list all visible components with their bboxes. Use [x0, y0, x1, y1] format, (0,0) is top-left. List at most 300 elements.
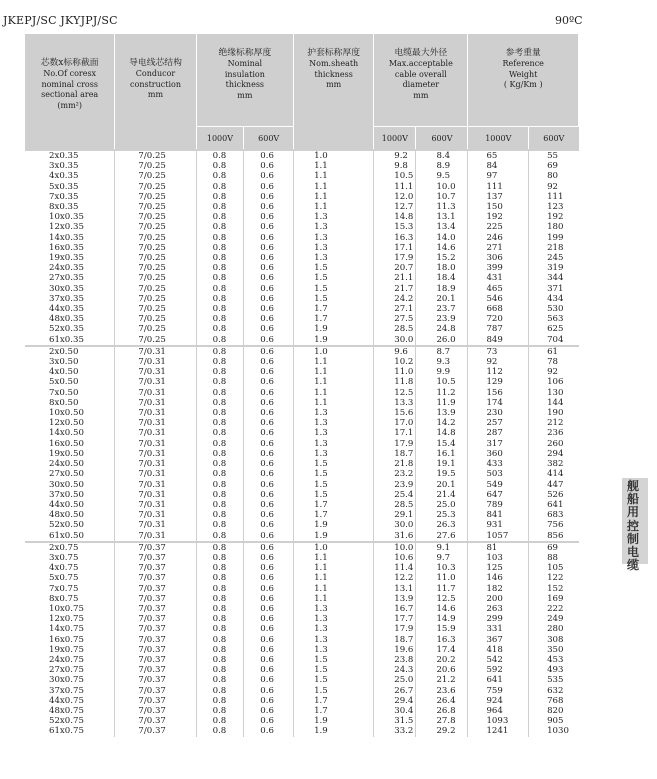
dia-1000-value: 17.9	[394, 253, 414, 264]
dia-1000-value: 12.2	[394, 573, 414, 584]
weight-600-value: 61	[547, 346, 559, 357]
weight-1000-value: 924	[486, 695, 503, 706]
sheath-value: 1.5	[314, 675, 328, 686]
weight-600-value: 453	[547, 654, 564, 665]
weight-600-value: 319	[547, 263, 564, 274]
cores-value: 19x0.35	[49, 253, 84, 264]
weight-600-value: 344	[547, 273, 564, 284]
conductor-column	[115, 543, 196, 737]
dia-1000-value: 29.4	[394, 695, 414, 706]
dia-1000-value: 19.6	[394, 644, 414, 655]
dia-1000-value: 31.6	[394, 530, 414, 541]
weight-1000-value: 759	[486, 685, 503, 696]
conductor-value: 7/0.25	[138, 324, 166, 335]
ins-600-value: 0.6	[260, 665, 274, 676]
ins-600-value: 0.6	[260, 397, 274, 408]
dia-1000-value: 14.8	[394, 212, 414, 223]
dia-1000-value: 30.0	[394, 520, 414, 531]
ins-600-value: 0.6	[260, 593, 274, 604]
dia-600-value: 13.9	[436, 408, 456, 419]
sheath-value: 1.3	[314, 428, 328, 439]
dia-600-value: 8.9	[436, 161, 451, 172]
weight-600-value: 123	[547, 202, 564, 213]
weight-600-value: 414	[547, 469, 564, 480]
weight-1000-column	[468, 543, 529, 737]
col-sheath-en: Nom.sheath thickness mm	[309, 59, 359, 89]
dia-600-value: 26.3	[436, 520, 456, 531]
cores-value: 2x0.75	[49, 542, 79, 553]
dia-1000-value: 9.8	[394, 161, 408, 172]
weight-600-column	[529, 543, 579, 737]
weight-1000-column	[468, 151, 529, 345]
ins-600-value: 0.6	[260, 614, 274, 625]
weight-1000-value: 931	[486, 520, 503, 531]
ins-1000-value: 0.8	[212, 304, 227, 315]
side-tab	[622, 478, 648, 573]
sheath-value: 1.1	[314, 202, 328, 213]
dia-1000-value: 26.7	[394, 685, 414, 696]
cores-value: 27x0.35	[49, 273, 84, 284]
dia-1000-value: 13.1	[394, 583, 414, 594]
cores-value: 10x0.75	[49, 603, 84, 614]
cores-value: 19x0.75	[49, 644, 84, 655]
ins-600-column	[244, 543, 294, 737]
dia-1000-value: 28.5	[394, 324, 414, 335]
weight-600-value: 105	[547, 563, 564, 574]
weight-600-value: 245	[547, 253, 564, 264]
weight-1000-value: 331	[486, 624, 503, 635]
weight-1000-value: 174	[486, 397, 503, 408]
conductor-value: 7/0.31	[138, 520, 166, 531]
dia-1000-value: 11.4	[394, 563, 414, 574]
ins-600-value: 0.6	[260, 438, 274, 449]
ins-600-value: 0.6	[260, 242, 274, 253]
weight-1000-value: 647	[486, 489, 503, 500]
weight-600-value: 768	[547, 695, 564, 706]
dia-600-value: 19.1	[436, 459, 456, 470]
cores-value: 3x0.50	[49, 357, 79, 368]
weight-600-value: 80	[547, 171, 559, 182]
weight-600-value: 130	[547, 387, 564, 398]
weight-1000-value: 592	[486, 665, 503, 676]
weight-600-value: 144	[547, 397, 564, 408]
weight-600-value: 530	[547, 304, 564, 315]
weight-600-value: 106	[547, 377, 564, 388]
dia-1000-value: 17.1	[394, 428, 414, 439]
cores-value: 2x0.50	[49, 346, 79, 357]
weight-600-value: 88	[547, 552, 559, 563]
ins-1000-value: 0.8	[212, 367, 227, 378]
dia-600-value: 29.2	[436, 726, 456, 737]
weight-600-value: 294	[547, 448, 564, 459]
conductor-value: 7/0.37	[138, 563, 166, 574]
ins-600-value: 0.6	[260, 273, 274, 284]
table-row-group	[25, 151, 579, 345]
weight-1000-value: 841	[486, 510, 503, 521]
weight-1000-value: 111	[486, 181, 503, 192]
ins-1000-value: 0.8	[212, 644, 227, 655]
ins-600-value: 0.6	[260, 191, 274, 202]
ins-600-value: 0.6	[260, 552, 274, 563]
sheath-value: 1.9	[314, 334, 328, 345]
weight-1000-value: 97	[486, 171, 498, 182]
weight-1000-value: 1241	[486, 726, 509, 737]
col-weight-header	[468, 34, 579, 127]
conductor-value: 7/0.37	[138, 552, 166, 563]
temperature-rating: 90ºC	[555, 14, 583, 27]
conductor-value: 7/0.37	[138, 675, 166, 686]
dia-600-value: 14.8	[436, 428, 456, 439]
weight-600-value: 382	[547, 459, 564, 470]
ins-600-column	[244, 151, 294, 345]
weight-600-value: 236	[547, 428, 564, 439]
dia-600-value: 11.9	[436, 397, 456, 408]
dia-1000-value: 17.1	[394, 242, 414, 253]
cores-value: 16x0.75	[49, 634, 84, 645]
dia-600-column	[416, 347, 468, 541]
weight-600-value: 905	[547, 716, 564, 727]
cores-value: 48x0.35	[49, 314, 84, 325]
dia-600-value: 8.7	[436, 346, 451, 357]
sheath-value: 1.3	[314, 644, 328, 655]
conductor-value: 7/0.31	[138, 510, 166, 521]
sheath-value: 1.3	[314, 418, 328, 429]
weight-1000-column	[468, 347, 529, 541]
dia-600-value: 14.2	[436, 418, 456, 429]
conductor-value: 7/0.31	[138, 346, 166, 357]
conductor-value: 7/0.37	[138, 726, 166, 737]
weight-1000-value: 200	[486, 593, 503, 604]
cores-value: 3x0.35	[49, 161, 79, 172]
weight-600-value: 447	[547, 479, 564, 490]
weight-1000-value: 668	[486, 304, 503, 315]
sheath-value: 1.3	[314, 232, 328, 243]
conductor-value: 7/0.37	[138, 685, 166, 696]
cores-value: 30x0.75	[49, 675, 84, 686]
sheath-value: 1.0	[314, 346, 328, 357]
ins-600-value: 0.6	[260, 367, 274, 378]
dia-1000-value: 23.8	[394, 654, 414, 665]
ins-600-value: 0.6	[260, 530, 274, 541]
cores-value: 19x0.50	[49, 448, 84, 459]
conductor-value: 7/0.25	[138, 293, 166, 304]
sheath-value: 1.5	[314, 293, 328, 304]
cores-value: 4x0.50	[49, 367, 79, 378]
side-tab-char: 控	[626, 518, 639, 533]
conductor-value: 7/0.31	[138, 530, 166, 541]
ins-600-value: 0.6	[260, 726, 274, 737]
ins-1000-value: 0.8	[212, 418, 227, 429]
dia-1000-value: 15.3	[394, 222, 414, 233]
ins-600-value: 0.6	[260, 346, 274, 357]
dia-1000-value: 25.0	[394, 675, 414, 686]
conductor-value: 7/0.25	[138, 212, 166, 223]
weight-600-value: 535	[547, 675, 564, 686]
sheath-value: 1.5	[314, 469, 328, 480]
ins-1000-value: 0.8	[212, 675, 227, 686]
dia-1000-value: 23.9	[394, 479, 414, 490]
ins-600-value: 0.6	[260, 489, 274, 500]
dia-1000-value: 17.9	[394, 438, 414, 449]
dia-600-value: 21.2	[436, 675, 456, 686]
sheath-value: 1.9	[314, 716, 328, 727]
dia-1000-value: 10.6	[394, 552, 414, 563]
ins-1000-value: 0.8	[212, 232, 227, 243]
ins-1000-column	[196, 151, 244, 345]
dia-1000-value: 11.0	[394, 367, 414, 378]
cores-value: 30x0.35	[49, 283, 84, 294]
sheath-value: 1.3	[314, 222, 328, 233]
cores-value: 5x0.35	[49, 181, 79, 192]
weight-600-value: 122	[547, 573, 564, 584]
sheath-value: 1.9	[314, 324, 328, 335]
col-weight-en: Reference Weight ( Kg/Km )	[502, 59, 544, 89]
ins-1000-value: 0.8	[212, 530, 227, 541]
weight-1000-value: 433	[486, 459, 503, 470]
conductor-value: 7/0.25	[138, 202, 166, 213]
weight-600-value: 169	[547, 593, 564, 604]
ins-600-value: 0.6	[260, 171, 274, 182]
weight-600-value: 371	[547, 283, 564, 294]
dia-600-value: 14.6	[436, 603, 456, 614]
ins-600-value: 0.6	[260, 181, 274, 192]
col-insulation-zh: 绝缘标称厚度	[218, 48, 272, 58]
ins-1000-column	[196, 543, 244, 737]
dia-1000-value: 30.4	[394, 705, 414, 716]
ins-1000-value: 0.8	[212, 222, 227, 233]
cores-value: 16x0.50	[49, 438, 84, 449]
cores-value: 8x0.50	[49, 397, 79, 408]
cores-value: 27x0.50	[49, 469, 84, 480]
dia-600-value: 21.4	[436, 489, 456, 500]
weight-1000-value: 257	[486, 418, 503, 429]
dia-1000-value: 17.7	[394, 614, 414, 625]
sheath-value: 1.1	[314, 387, 328, 398]
sheath-value: 1.5	[314, 263, 328, 274]
dia-600-value: 18.4	[436, 273, 456, 284]
dia-1000-value: 12.5	[394, 387, 414, 398]
dia-1000-column	[374, 347, 416, 541]
weight-1000-value: 399	[486, 263, 503, 274]
dia-1000-value: 10.0	[394, 542, 414, 553]
ins-600-value: 0.6	[260, 293, 274, 304]
weight-600-value: 756	[547, 520, 564, 531]
ins-1000-value: 0.8	[212, 654, 227, 665]
conductor-value: 7/0.31	[138, 459, 166, 470]
dia-600-value: 9.7	[436, 552, 451, 563]
col-diameter-header	[374, 34, 468, 127]
ins-600-value: 0.6	[260, 583, 274, 594]
dia-1000-value: 24.2	[394, 293, 414, 304]
cores-value: 44x0.75	[49, 695, 84, 706]
ins-1000-value: 0.8	[212, 520, 227, 531]
conductor-value: 7/0.25	[138, 151, 166, 161]
weight-1000-value: 92	[486, 357, 498, 368]
ins-600-value: 0.6	[260, 716, 274, 727]
dia-600-value: 26.0	[436, 334, 456, 345]
sheath-value: 1.0	[314, 151, 328, 161]
ins-1000-value: 0.8	[212, 634, 227, 645]
dia-600-column	[416, 543, 468, 737]
weight-600-value: 249	[547, 614, 564, 625]
sheath-value: 1.1	[314, 171, 328, 182]
ins-600-value: 0.6	[260, 334, 274, 345]
ins-1000-value: 0.8	[212, 563, 227, 574]
cores-value: 61x0.50	[49, 530, 84, 541]
sheath-value: 1.5	[314, 489, 328, 500]
cores-value: 4x0.75	[49, 563, 79, 574]
dia-600-value: 26.8	[436, 705, 456, 716]
cores-value: 24x0.35	[49, 263, 84, 274]
sheath-value: 1.1	[314, 573, 328, 584]
col-diameter-zh: 电缆最大外径	[394, 48, 448, 58]
weight-1000-value: 360	[486, 448, 503, 459]
sheath-value: 1.7	[314, 314, 328, 325]
conductor-value: 7/0.25	[138, 283, 166, 294]
weight-600-value: 704	[547, 334, 564, 345]
weight-1000-value: 367	[486, 634, 503, 645]
weight-1000-value: 137	[486, 191, 503, 202]
sheath-value: 1.3	[314, 438, 328, 449]
ins-600-value: 0.6	[260, 428, 274, 439]
sheath-value: 1.1	[314, 161, 328, 172]
weight-600-value: 632	[547, 685, 564, 696]
weight-600-value: 641	[547, 499, 564, 510]
conductor-value: 7/0.37	[138, 695, 166, 706]
ins-600-value: 0.6	[260, 212, 274, 223]
ins-1000-value: 0.8	[212, 324, 227, 335]
cores-value: 12x0.50	[49, 418, 84, 429]
conductor-value: 7/0.31	[138, 479, 166, 490]
ins-1000-value: 0.8	[212, 253, 227, 264]
dia-1000-value: 27.1	[394, 304, 414, 315]
dia-600-value: 15.2	[436, 253, 456, 264]
sheath-value: 1.5	[314, 273, 328, 284]
ins-1000-value: 0.8	[212, 479, 227, 490]
ins-1000-value: 0.8	[212, 573, 227, 584]
dia-1000-value: 12.0	[394, 191, 414, 202]
ins-600-value: 0.6	[260, 634, 274, 645]
weight-1000-value: 271	[486, 242, 503, 253]
dia-600-value: 25.3	[436, 510, 456, 521]
sheath-value: 1.3	[314, 408, 328, 419]
weight-600-value: 260	[547, 438, 564, 449]
dia-1000-value: 23.2	[394, 469, 414, 480]
dia-600-value: 9.1	[436, 542, 451, 553]
ins-1000-value: 0.8	[212, 202, 227, 213]
weight-600-value: 434	[547, 293, 564, 304]
dia-600-value: 13.4	[436, 222, 456, 233]
conductor-value: 7/0.31	[138, 377, 166, 388]
dia-1000-value: 12.7	[394, 202, 414, 213]
dia-1000-value: 33.2	[394, 726, 414, 737]
dia-600-value: 12.5	[436, 593, 456, 604]
ins-1000-value: 0.8	[212, 716, 227, 727]
dia-600v: 600V	[416, 127, 468, 150]
ins-600-value: 0.6	[260, 675, 274, 686]
dia-600-value: 11.0	[436, 573, 456, 584]
conductor-value: 7/0.31	[138, 489, 166, 500]
dia-1000-value: 21.7	[394, 283, 414, 294]
conductor-value: 7/0.25	[138, 232, 166, 243]
ins-600-value: 0.6	[260, 685, 274, 696]
dia-600-value: 27.6	[436, 530, 456, 541]
sheath-value: 1.1	[314, 191, 328, 202]
weight-600-value: 180	[547, 222, 564, 233]
weight-600-value: 78	[547, 357, 559, 368]
dia-1000v: 1000V	[374, 127, 416, 150]
ins-1000-value: 0.8	[212, 334, 227, 345]
weight-600-value: 820	[547, 705, 564, 716]
weight-600-value: 526	[547, 489, 564, 500]
sheath-value: 1.3	[314, 212, 328, 223]
ins-600-value: 0.6	[260, 232, 274, 243]
sheath-value: 1.7	[314, 499, 328, 510]
sheath-value: 1.7	[314, 695, 328, 706]
col-cores-header	[25, 34, 115, 149]
dia-1000-column	[374, 543, 416, 737]
dia-600-value: 19.5	[436, 469, 456, 480]
cores-value: 14x0.75	[49, 624, 84, 635]
cores-value: 44x0.50	[49, 499, 84, 510]
conductor-value: 7/0.25	[138, 242, 166, 253]
weight-1000-value: 789	[486, 499, 503, 510]
side-tab-char: 电	[626, 545, 639, 560]
conductor-value: 7/0.31	[138, 469, 166, 480]
weight-600-value: 683	[547, 510, 564, 521]
ins-1000-value: 0.8	[212, 346, 227, 357]
dia-600-value: 15.9	[436, 624, 456, 635]
weight-1000-value: 546	[486, 293, 503, 304]
cores-value: 27x0.75	[49, 665, 84, 676]
ins-1000-value: 0.8	[212, 489, 227, 500]
weight-1000-value: 1093	[486, 716, 509, 727]
cores-value: 14x0.35	[49, 232, 84, 243]
conductor-value: 7/0.25	[138, 191, 166, 202]
weight-1000-value: 549	[486, 479, 503, 490]
sheath-value: 1.7	[314, 705, 328, 716]
ins-600-value: 0.6	[260, 408, 274, 419]
dia-1000-value: 10.5	[394, 171, 414, 182]
cores-value: 61x0.75	[49, 726, 84, 737]
ins-1000-value: 0.8	[212, 665, 227, 676]
w-1000v: 1000V	[468, 127, 529, 150]
sheath-value: 1.9	[314, 726, 328, 737]
weight-600-value: 55	[547, 151, 559, 161]
dia-600-value: 18.0	[436, 263, 456, 274]
cores-value: 37x0.75	[49, 685, 84, 696]
dia-600-column	[416, 151, 468, 345]
col-insulation-en: Nominal insulation thickness mm	[224, 59, 265, 100]
col-conductor-header	[115, 34, 196, 149]
conductor-value: 7/0.37	[138, 573, 166, 584]
ins-600-value: 0.6	[260, 563, 274, 574]
ins-600-value: 0.6	[260, 202, 274, 213]
ins-1000-value: 0.8	[212, 212, 227, 223]
weight-600-value: 1030	[547, 726, 569, 737]
weight-600-value: 190	[547, 408, 564, 419]
dia-1000-value: 18.7	[394, 448, 414, 459]
sheath-value: 1.1	[314, 357, 328, 368]
dia-600-value: 23.7	[436, 304, 456, 315]
conductor-value: 7/0.37	[138, 603, 166, 614]
col-sheath-header	[294, 34, 374, 149]
conductor-value: 7/0.25	[138, 314, 166, 325]
ins-600-value: 0.6	[260, 304, 274, 315]
cores-column	[25, 347, 115, 541]
dia-1000-value: 9.6	[394, 346, 408, 357]
weight-1000-value: 431	[486, 273, 503, 284]
